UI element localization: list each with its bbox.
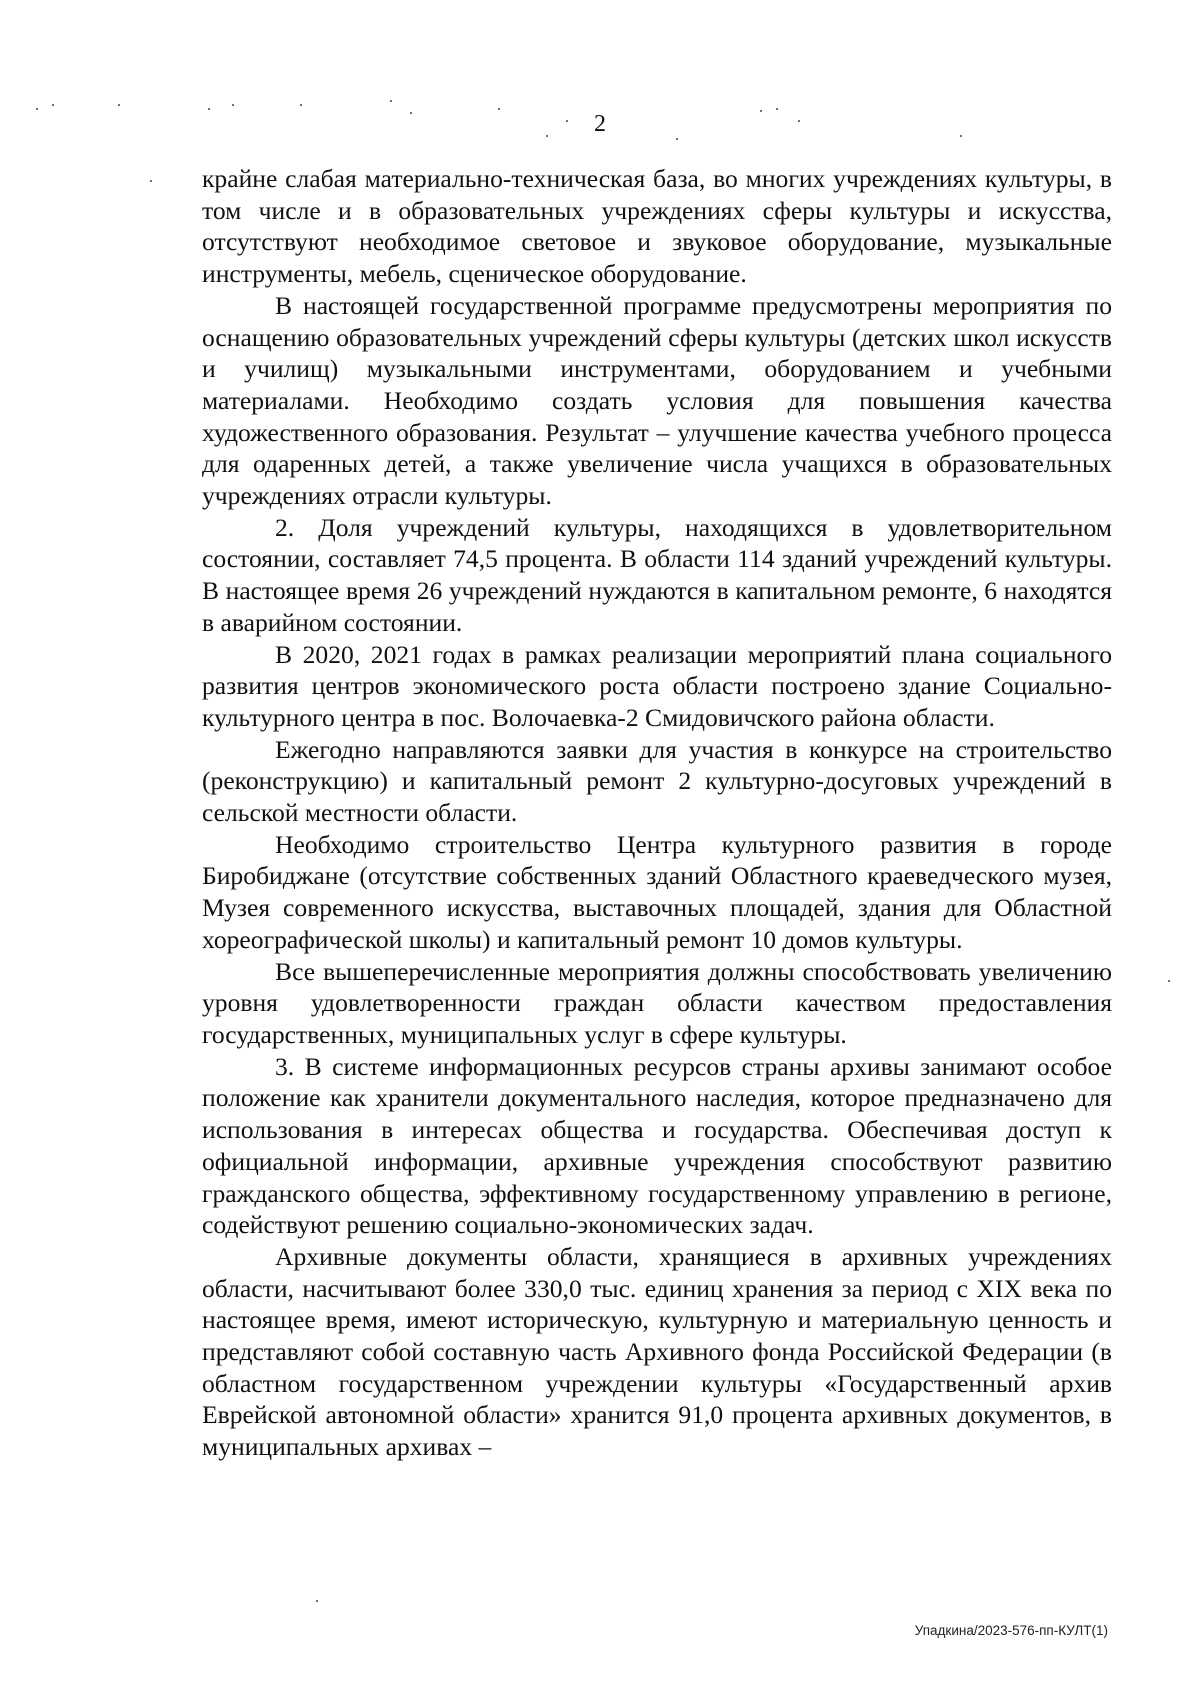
- scan-speck: [150, 180, 152, 182]
- scan-speck: [52, 104, 54, 106]
- paragraph: Ежегодно направляются заявки для участия в конкурсе на строительство (реконструкцию) и капитальный ремонт 2 культурно-досуговых учреждений в сельской местности области.: [202, 734, 1112, 828]
- scan-speck: [232, 104, 234, 106]
- paragraph: крайне слабая материально-техническая база, во многих учреждениях культуры, в том числе и в образовательных учреждениях сферы культуры и искусства, отсутствуют необходимое световое и звуковое оборудование, музыкальные инструменты, мебель, сценическое оборудование.: [202, 164, 1112, 289]
- scan-speck: [390, 100, 392, 102]
- page-number: 2: [594, 111, 606, 137]
- paragraph: Архивные документы области, хранящиеся в архивных учреждениях области, насчитывают более 330,0 тыс. единиц хранения за период с XIX века по настоящее время, имеют историческую, культурную и материальную ценность и представляют собой составную часть Архивного фонда Российской Федерации (в областном государственном учреждении культуры «Государственный архив Еврейской автономной области» хранится 91,0 процента архивных документов, в муниципальных архивах –: [202, 1241, 1112, 1462]
- scan-speck: [316, 1600, 318, 1602]
- footer-document-reference: Упадкина/2023-576-пп-КУЛТ(1): [914, 1623, 1108, 1638]
- paragraph: Необходимо строительство Центра культурного развития в городе Биробиджане (отсутствие собственных зданий Областного краеведческого музея, Музея современного искусства, выставочных площадей, здания для Областной хореографической школы) и капитальный ремонт 10 домов культуры.: [202, 829, 1112, 954]
- scan-speck: [676, 138, 678, 140]
- paragraph: Все вышеперечисленные мероприятия должны способствовать увеличению уровня удовлетворенности граждан области качеством предоставления государственных, муниципальных услуг в сфере культуры.: [202, 956, 1112, 1049]
- paragraph: В 2020, 2021 годах в рамках реализации мероприятий плана социального развития центров экономического роста области построено здание Социально-культурного центра в пос. Волочаевка-2 Смидовичского района области.: [202, 639, 1112, 732]
- scan-speck: [118, 104, 120, 106]
- scan-speck: [1168, 980, 1170, 982]
- paragraph: 2. Доля учреждений культуры, находящихся в удовлетворительном состоянии, составляет 74,5 процента. В области 114 зданий учреждений культуры. В настоящее время 26 учреждений нуждаются в капитальном ремонте, 6 находятся в аварийном состоянии.: [202, 512, 1112, 637]
- paragraph: В настоящей государственной программе предусмотрены мероприятия по оснащению образовательных учреждений сферы культуры (детских школ искусств и училищ) музыкальными инструментами, оборудованием и учебными материалами. Необходимо создать условия для повышения качества художественного образования. Результат – улучшение качества учебного процесса для одаренных детей, а также увеличение числа учащихся в образовательных учреждениях отрасли культуры.: [202, 290, 1112, 511]
- body-text: [202, 163, 1112, 1463]
- paragraph: 3. В системе информационных ресурсов страны архивы занимают особое положение как хранители документального наследия, которое предназначено для использования в интересах общества и государства. Обеспечивая доступ к официальной информации, архивные учреждения способствуют развитию гражданского общества, эффективному государственному управлению в регионе, содействуют решению социально-экономических задач.: [202, 1051, 1112, 1240]
- scan-speck: [300, 104, 302, 106]
